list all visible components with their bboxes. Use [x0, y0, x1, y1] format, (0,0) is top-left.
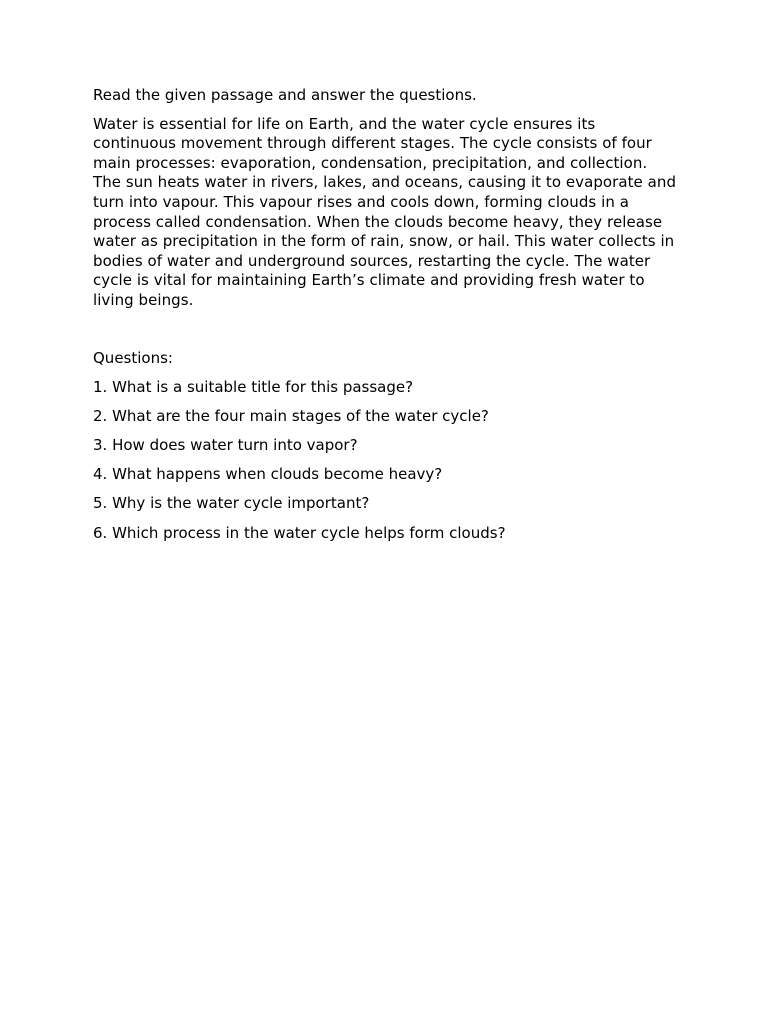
question-item: 2. What are the four main stages of the water cycle?	[93, 406, 489, 425]
question-item: 4. What happens when clouds become heavy?	[93, 465, 443, 484]
document-content	[93, 86, 678, 543]
question-item: 5. Why is the water cycle important?	[93, 494, 370, 513]
passage-text: Water is essential for life on Earth, and the water cycle ensures its continuous movement through different stages. The cycle consists of four main processes: evaporation, condensation, precipitation, and collection. The sun heats water in rivers, lakes, and oceans, causing it to evaporate and turn into vapour. This vapour rises and cools down, forming clouds in a process called condensation. When the clouds become heavy, they release water as precipitation in the form of rain, snow, or hail. This water collects in bodies of water and underground sources, restarting the cycle. The water cycle is vital for maintaining Earth’s climate and providing fresh water to living beings.	[93, 114, 677, 309]
instruction-text: Read the given passage and answer the questions.	[93, 86, 477, 104]
questions-list	[93, 378, 678, 544]
questions-heading: Questions:	[93, 348, 173, 367]
question-item: 1. What is a suitable title for this passage?	[93, 377, 414, 396]
question-item: 3. How does water turn into vapor?	[93, 436, 358, 455]
question-item: 6. Which process in the water cycle helps form clouds?	[93, 523, 506, 542]
